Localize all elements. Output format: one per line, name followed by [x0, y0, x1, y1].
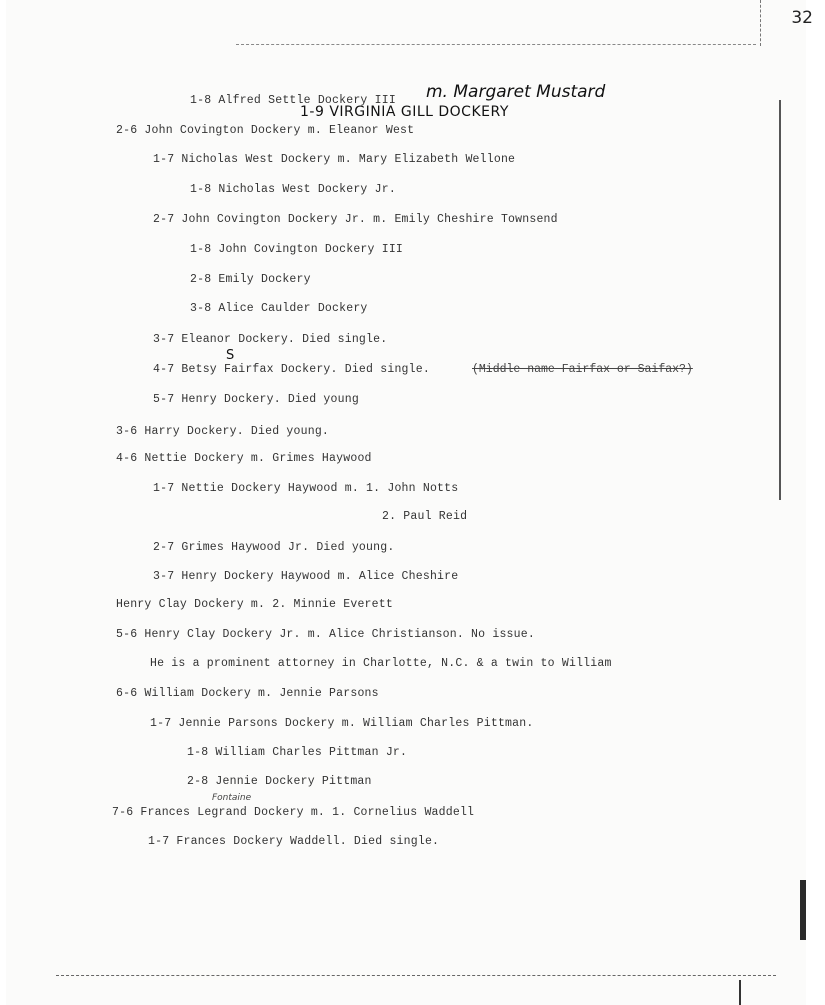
- entry-line: 1-7 Frances Dockery Waddell. Died single.: [148, 835, 440, 848]
- entry-line: 2-7 Grimes Haywood Jr. Died young.: [153, 541, 395, 554]
- entry-line: 4-6 Nettie Dockery m. Grimes Haywood: [116, 452, 372, 465]
- entry-line: 1-7 Nettie Dockery Haywood m. 1. John Notts: [153, 482, 459, 495]
- entry-line: 4-7 Betsy Fairfax Dockery. Died single.: [153, 363, 430, 376]
- handwritten-child: 1-9 VIRGINIA GILL DOCKERY: [300, 104, 509, 120]
- entry-line: He is a prominent attorney in Charlotte, N.C. & a twin to William: [150, 657, 612, 670]
- margin-rule: [779, 100, 781, 500]
- page-number: 32: [791, 8, 813, 28]
- entry-line: 2. Paul Reid: [382, 510, 468, 523]
- entry-line: 3-8 Alice Caulder Dockery: [190, 302, 368, 315]
- top-dashed-rule: [236, 44, 756, 45]
- handwritten-frances-note: Fontaine: [212, 793, 252, 803]
- edge-shadow: [800, 880, 806, 940]
- entry-line: 6-6 William Dockery m. Jennie Parsons: [116, 687, 379, 700]
- bottom-edge-mark: [739, 980, 741, 1005]
- entry-line: 2-6 John Covington Dockery m. Eleanor West: [116, 124, 415, 137]
- entry-line: Henry Clay Dockery m. 2. Minnie Everett: [116, 598, 393, 611]
- entry-line: 2-8 Emily Dockery: [190, 273, 311, 286]
- handwritten-correction: S: [226, 348, 235, 363]
- entry-line: 3-6 Harry Dockery. Died young.: [116, 425, 330, 438]
- entry-line: 3-7 Henry Dockery Haywood m. Alice Cheshire: [153, 570, 459, 583]
- entry-line: 2-7 John Covington Dockery Jr. m. Emily Cheshire Townsend: [153, 213, 558, 226]
- entry-line: 1-8 Nicholas West Dockery Jr.: [190, 183, 396, 196]
- struck-note: (Middle name Fairfax or Saifax?): [472, 363, 693, 376]
- document-page: [6, 0, 806, 1005]
- entry-line: 5-7 Henry Dockery. Died young: [153, 393, 359, 406]
- handwritten-spouse: m. Margaret Mustard: [426, 82, 606, 102]
- entry-line: 2-8 Jennie Dockery Pittman: [187, 775, 372, 788]
- entry-line: 5-6 Henry Clay Dockery Jr. m. Alice Christianson. No issue.: [116, 628, 535, 641]
- entry-line: 1-7 Nicholas West Dockery m. Mary Elizabeth Wellone: [153, 153, 516, 166]
- bottom-dashed-rule: [56, 975, 776, 976]
- entry-line: 7-6 Frances Legrand Dockery m. 1. Cornelius Waddell: [112, 806, 475, 819]
- entry-line: 1-8 John Covington Dockery III: [190, 243, 404, 256]
- entry-line: 1-8 Alfred Settle Dockery III: [190, 94, 396, 107]
- top-edge-mark: [760, 0, 761, 46]
- entry-line: 1-8 William Charles Pittman Jr.: [187, 746, 408, 759]
- entry-line: 3-7 Eleanor Dockery. Died single.: [153, 333, 388, 346]
- entry-line: 1-7 Jennie Parsons Dockery m. William Charles Pittman.: [150, 717, 534, 730]
